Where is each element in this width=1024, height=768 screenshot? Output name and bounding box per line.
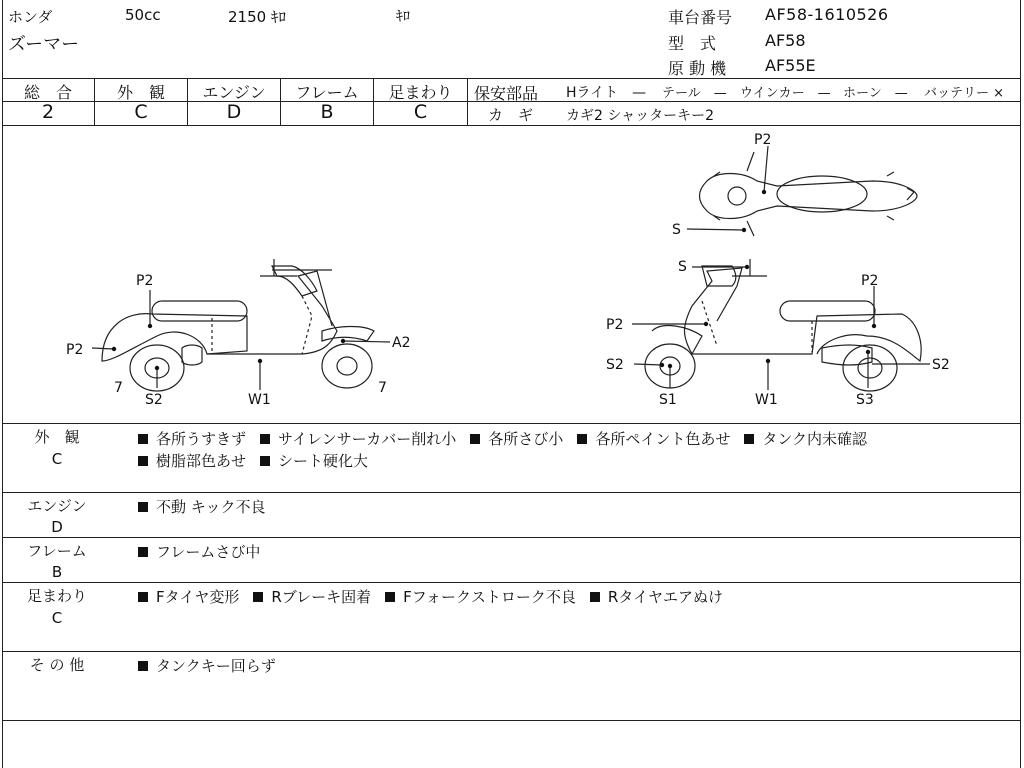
safety-battery: バッテリー × bbox=[924, 86, 1005, 101]
grade-col-sep-5 bbox=[467, 78, 468, 125]
mileage-unit: ｷﾛ bbox=[396, 9, 410, 25]
remark-item: Rブレーキ固着 bbox=[271, 588, 372, 606]
diagram-label-left-w1: W1 bbox=[248, 392, 271, 408]
bullet-icon bbox=[385, 592, 395, 602]
safety-horn: ホーン — bbox=[843, 86, 908, 101]
grade-header-exterior: 外 観 bbox=[116, 83, 165, 102]
bullet-icon bbox=[470, 434, 480, 444]
remark-frame-line-1 bbox=[138, 541, 260, 562]
grade-frame: B bbox=[320, 101, 334, 123]
displacement: 50cc bbox=[125, 6, 161, 24]
bullet-icon bbox=[590, 592, 600, 602]
bullet-icon bbox=[138, 547, 148, 557]
bullet-icon bbox=[138, 456, 148, 466]
remark-item: Rタイヤエアぬけ bbox=[607, 588, 724, 606]
remark-suspension-label: 足まわり bbox=[26, 587, 87, 605]
maker-name: ホンダ bbox=[8, 8, 53, 26]
diagram-label-left-a2: A2 bbox=[392, 335, 411, 351]
grade-header-suspension: 足まわり bbox=[388, 83, 453, 102]
remark-divider-5 bbox=[2, 720, 1021, 721]
remark-suspension-line-1 bbox=[138, 586, 723, 607]
grade-header-overall: 総 合 bbox=[23, 83, 72, 102]
remark-engine-label: エンジン bbox=[27, 497, 87, 515]
remark-exterior-grade: C bbox=[51, 450, 63, 468]
grade-overall: 2 bbox=[41, 101, 55, 123]
bullet-icon bbox=[253, 592, 263, 602]
diagram-label-top-p2: P2 bbox=[754, 132, 772, 148]
safety-headlight: Hライト — bbox=[566, 85, 647, 101]
bullet-icon bbox=[260, 456, 270, 466]
diagram-label-right-seat-p2: P2 bbox=[861, 273, 879, 289]
remark-suspension-grade: C bbox=[51, 609, 63, 627]
diagram-label-right-w1: W1 bbox=[755, 392, 778, 408]
remark-item: Fタイヤ変形 bbox=[156, 588, 240, 606]
diagram-label-right-front-s2: S2 bbox=[606, 357, 624, 373]
grade-engine: D bbox=[226, 101, 242, 123]
remark-item: 各所さび小 bbox=[488, 430, 564, 448]
engine-label: 原 動 機 bbox=[668, 59, 727, 78]
remark-frame-grade: B bbox=[51, 563, 63, 581]
scooter-damage-diagram bbox=[2, 126, 1022, 422]
remark-exterior-line-1 bbox=[138, 428, 867, 449]
header-divider bbox=[2, 78, 1021, 79]
bullet-icon bbox=[138, 661, 148, 671]
remark-item: タンクキー回らず bbox=[156, 657, 276, 675]
diagram-label-right-rear-s2: S2 bbox=[932, 357, 950, 373]
remark-item: Fフォークストローク不良 bbox=[403, 588, 576, 606]
remark-item: シート硬化大 bbox=[278, 452, 369, 470]
bullet-icon bbox=[138, 502, 148, 512]
safety-taillight: テール — bbox=[662, 86, 727, 101]
grade-header-engine: エンジン bbox=[202, 83, 266, 102]
bullet-icon bbox=[138, 434, 148, 444]
engine-value: AF55E bbox=[765, 56, 816, 75]
remark-item: 不動 キック不良 bbox=[156, 498, 266, 516]
remark-divider-4 bbox=[2, 651, 1021, 652]
remark-item: 各所ペイント色あせ bbox=[595, 430, 731, 448]
grade-exterior: C bbox=[134, 101, 148, 123]
remark-engine-line-1 bbox=[138, 496, 265, 517]
remark-divider-2 bbox=[2, 537, 1021, 538]
bullet-icon bbox=[138, 592, 148, 602]
diagram-label-top-s: S bbox=[672, 222, 681, 238]
frame-no-value: AF58-1610526 bbox=[765, 5, 889, 24]
remark-item: タンク内未確認 bbox=[762, 430, 868, 448]
diagram-label-left-s2: S2 bbox=[145, 392, 163, 408]
remark-frame-label: フレーム bbox=[27, 542, 87, 560]
type-label: 型 式 bbox=[668, 34, 717, 53]
bullet-icon bbox=[260, 434, 270, 444]
remark-engine-grade: D bbox=[51, 518, 63, 536]
mileage: 2150 ｷﾛ bbox=[228, 8, 286, 26]
diagram-label-right-s3: S3 bbox=[856, 392, 874, 408]
keys-value: カギ2 シャッターキー2 bbox=[566, 108, 714, 124]
remark-other-line-1 bbox=[138, 655, 276, 676]
remark-item: フレームさび中 bbox=[156, 543, 261, 561]
diagram-label-left-rear-7: 7 bbox=[114, 380, 123, 396]
diagram-label-left-seat-p2: P2 bbox=[136, 273, 154, 289]
diagram-label-left-rear-p2: P2 bbox=[66, 342, 84, 358]
diagram-label-left-front-7: 7 bbox=[378, 380, 387, 396]
remark-exterior-label: 外 観 bbox=[34, 428, 80, 446]
remark-other-label: そ の 他 bbox=[29, 656, 85, 674]
frame-no-label: 車台番号 bbox=[668, 8, 733, 27]
safety-label: 保安部品 bbox=[474, 84, 539, 103]
diagram-label-right-s: S bbox=[678, 259, 687, 275]
type-value: AF58 bbox=[765, 31, 806, 50]
remark-item: 各所うすきず bbox=[156, 430, 247, 448]
safety-divider bbox=[468, 101, 1021, 102]
grade-header-frame: フレーム bbox=[295, 83, 359, 102]
model-name: ズーマー bbox=[8, 34, 80, 55]
grade-suspension: C bbox=[413, 101, 428, 123]
bullet-icon bbox=[744, 434, 754, 444]
diagram-bottom-divider bbox=[2, 423, 1021, 424]
diagram-label-right-s1: S1 bbox=[659, 392, 677, 408]
bullet-icon bbox=[577, 434, 587, 444]
safety-winker: ウインカー — bbox=[740, 86, 831, 101]
remark-exterior-line-2 bbox=[138, 450, 368, 471]
remark-divider-3 bbox=[2, 582, 1021, 583]
diagram-label-right-front-p2: P2 bbox=[606, 317, 624, 333]
remark-item: サイレンサーカバー削れ小 bbox=[278, 430, 457, 448]
remark-divider-1 bbox=[2, 492, 1021, 493]
keys-label: カ ギ bbox=[488, 106, 534, 124]
remark-item: 樹脂部色あせ bbox=[156, 452, 247, 470]
